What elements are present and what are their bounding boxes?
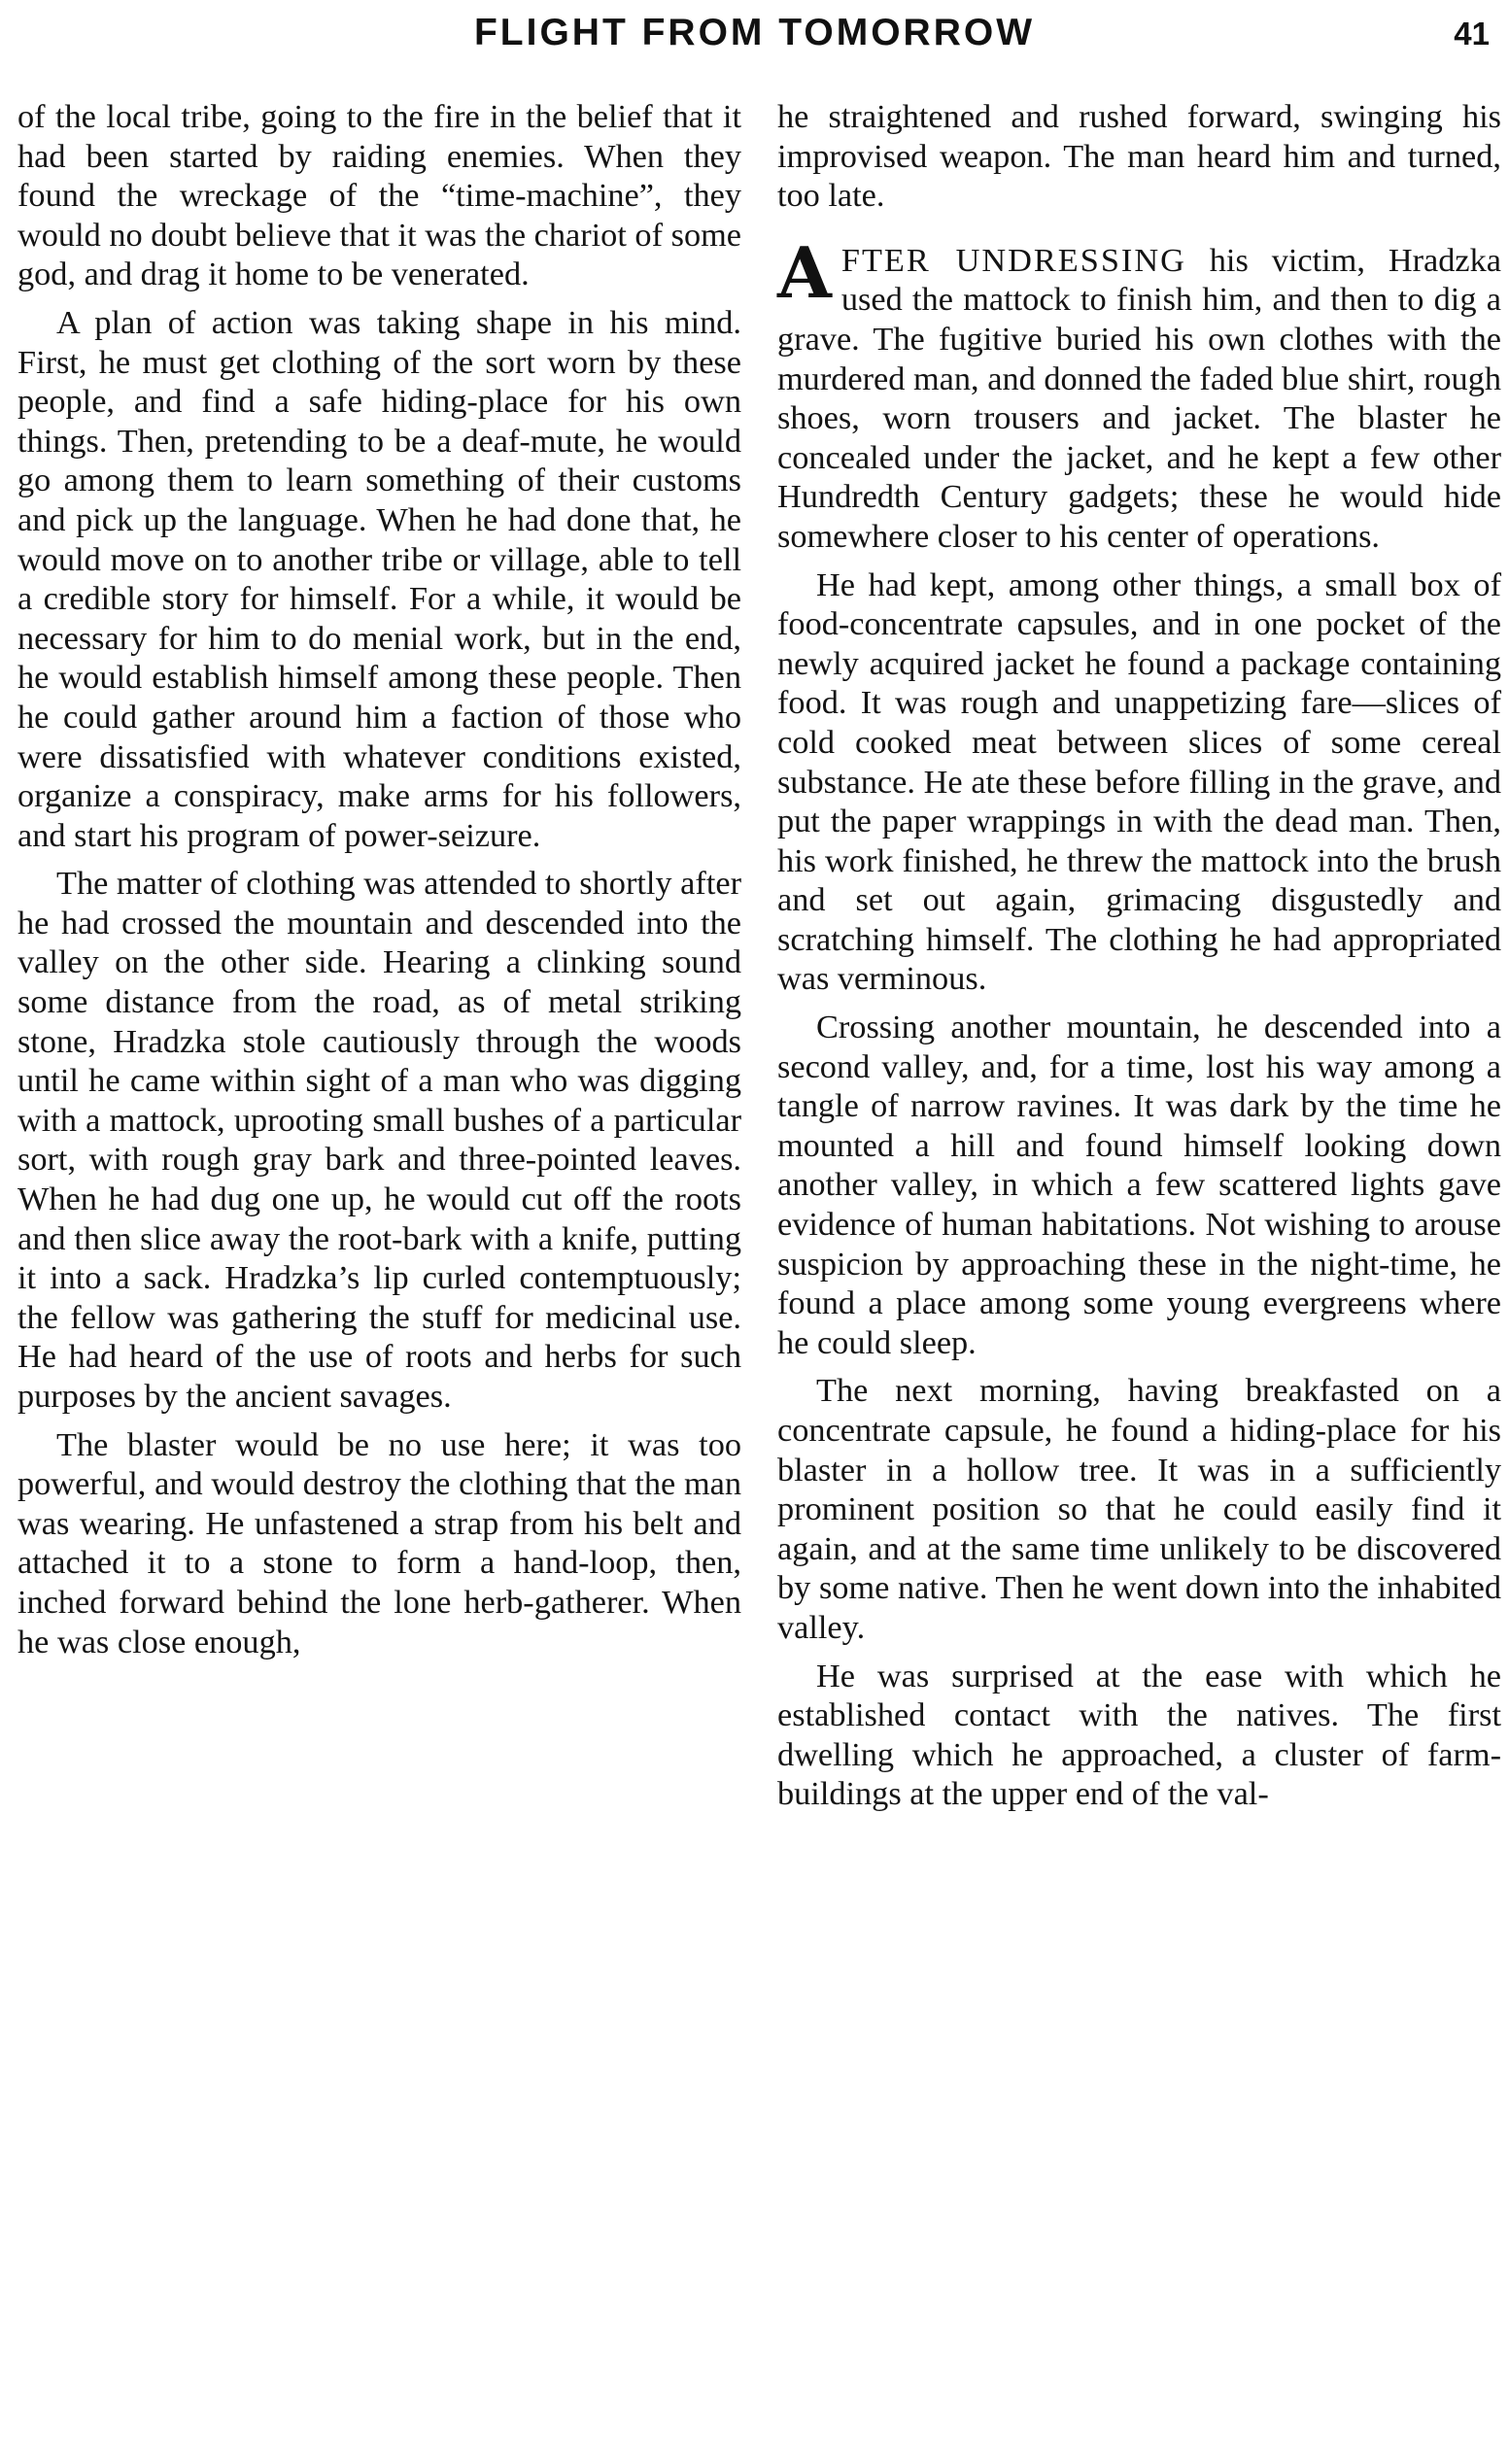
paragraph: he straightened and rushed forward, swinging his improvised weapon. The man heard him and turned, too late. xyxy=(777,98,1501,215)
drop-cap: A xyxy=(777,230,832,314)
page-number: 41 xyxy=(1454,16,1490,51)
paragraph: A plan of action was taking shape in his mind. First, he must get clothing of the sort worn by these people, and find a safe hiding-place for his own things. Then, pretending to be a deaf-mute, he would go among them to learn something of their customs and pick up the language. When he had done that, he would move on to another tribe or village, able to tell a credible story for himself. For a while, it would be necessary for him to do menial work, but in the end, he would establish himself among these people. Then he could gather around him a faction of those who were dissatisfied with whatever conditions existed, organize a conspiracy, make arms for his followers, and start his program of power-seizure. xyxy=(17,303,741,854)
running-head xyxy=(0,8,1509,66)
running-title: FLIGHT FROM TOMORROW xyxy=(473,12,1036,53)
paragraph: of the local tribe, going to the fire in the belief that it had been started by raiding enemies. When they found the wreckage of the “time-machine”, they would no doubt believe that it was the chariot of some god, and drag it home to be venerated. xyxy=(17,98,741,293)
paragraph: He had kept, among other things, a small box of food-concentrate capsules, and in one pocket of the newly acquired jacket he found a package containing food. It was rough and unappetizing fare—slices of cold cooked meat between slices of some cereal substance. He ate these before filling in the grave, and put the paper wrappings in with the dead man. Then, his work finished, he threw the mattock into the brush and set out again, grimacing disgustedly and scratching himself. The clothing he had appropriated was verminous. xyxy=(777,565,1501,998)
opening-words: FTER UNDRESSING xyxy=(840,241,1186,279)
left-column xyxy=(17,97,741,1670)
paragraph: Crossing another mountain, he descended into a second valley, and, for a time, lost his way among a tangle of narrow ravines. It was dark by the time he mounted a hill and found himself looking down another valley, in which a few scattered lights gave evidence of human habitations. Not wishing to arouse suspicion by approaching these in the night-time, he found a place among some young evergreens where he could sleep. xyxy=(777,1009,1501,1361)
section-opening-paragraph xyxy=(777,230,1501,557)
paragraph: The matter of clothing was attended to shortly after he had crossed the mountain and descended into the valley on the other side. Hearing a clinking sound some distance from the road, as of metal striking stone, Hradzka stole cautiously through the woods until he came within sight of a man who was digging with a mattock, uprooting small bushes of a particular sort, with rough gray bark and three-pointed leaves. When he had dug one up, he would cut off the roots and then slice away the root-bark with a knife, putting it into a sack. Hradzka’s lip curled contemptuously; the fellow was gathering the stuff for medicinal use. He had heard of the use of roots and herbs for such purposes by the ancient savages. xyxy=(17,865,741,1415)
paragraph: The next morning, having breakfasted on a concentrate capsule, he found a hiding-place for his blaster in a hollow tree. It was in a sufficiently prominent position so that he could easily find it again, and at the same time unlikely to be discovered by some native. Then he went down into the inhabited valley. xyxy=(777,1372,1501,1646)
right-column xyxy=(777,97,1501,1823)
paragraph-text: his victim, Hradzka used the mattock to finish him, and then to dig a grave. The fugitive buried his own clothes with the murdered man, and donned the faded blue shirt, rough shoes, worn trousers and jacket. The blaster he concealed under the jacket, and he kept a few other Hundredth Century gadgets; these he would hide somewhere closer to his center of operations. xyxy=(777,241,1501,555)
paragraph: The blaster would be no use here; it was too powerful, and would destroy the clothing that the man was wearing. He unfastened a strap from his belt and attached it to a stone to form a hand-loop, then, inched forward behind the lone herb-gatherer. When he was close enough, xyxy=(17,1425,741,1660)
paragraph: He was surprised at the ease with which he established contact with the natives. The first dwelling which he approached, a cluster of farm-buildings at the upper end of the val- xyxy=(777,1657,1501,1813)
